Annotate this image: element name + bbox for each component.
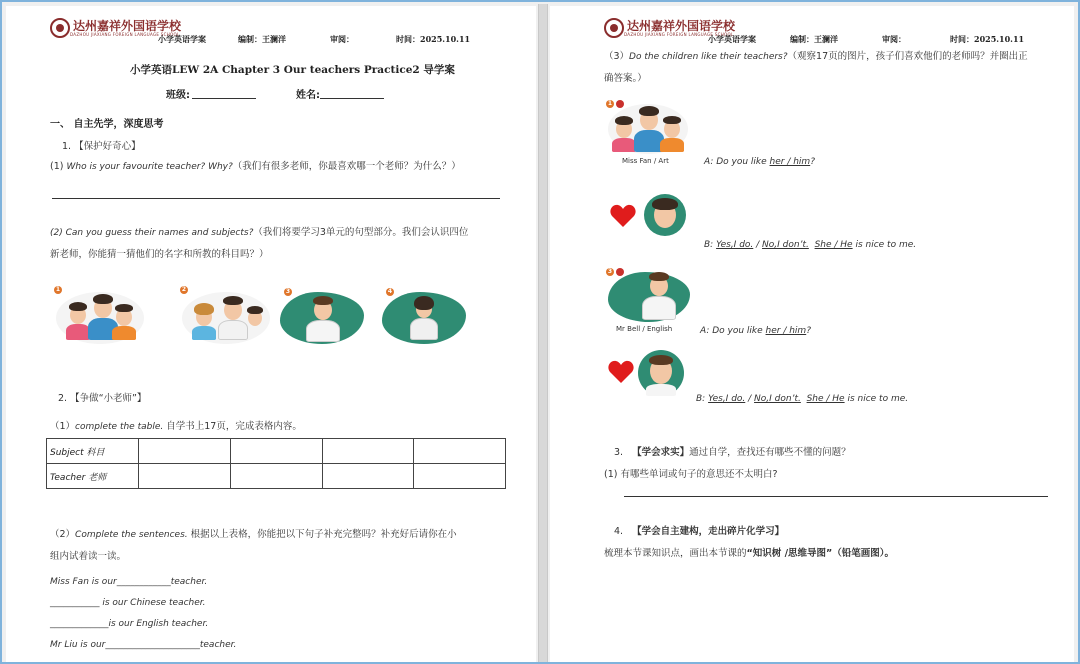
- document-page-left: [6, 6, 536, 662]
- picture-number-badge: 1: [607, 100, 613, 107]
- answer-choice-yes[interactable]: Yes,I do.: [708, 394, 746, 404]
- header-doc-type: 小学英语学案: [708, 34, 756, 44]
- q1-2: [50, 224, 468, 238]
- pronoun-choice[interactable]: her / him: [765, 326, 807, 336]
- choice-separator: /: [745, 394, 755, 404]
- class-blank: [192, 98, 256, 99]
- qa-answer-prefix: B:: [704, 240, 717, 250]
- page-title: 小学英语LEW 2A Chapter 3 Our teachers Practice2 导学案: [130, 64, 455, 76]
- q2-1: [50, 418, 302, 432]
- q2-1-chinese: 自学书上17页，完成表格内容。: [163, 421, 302, 432]
- teacher-portrait-mr-bell: [638, 350, 684, 396]
- picture-number-badge: 1: [55, 286, 61, 293]
- q3-intro-chinese: （观察17页的图片，孩子们喜欢他们的老师吗？并圈出正: [787, 51, 1028, 62]
- sentence-2: ___________ is our Chinese teacher.: [50, 598, 206, 608]
- table-cell[interactable]: [414, 439, 506, 464]
- q2-2: [50, 526, 457, 540]
- qa-answer-1: [704, 240, 916, 250]
- qa-question-1: [704, 157, 815, 167]
- q4-text-bold: “知识树 /思维导图”（铅笔画图）。: [746, 548, 895, 559]
- teacher-picture-2: [178, 286, 274, 346]
- answer-choice-no[interactable]: No,I don’t.: [762, 240, 809, 250]
- qa-question-2: [700, 326, 811, 336]
- table-cell[interactable]: [139, 464, 231, 489]
- q2-1-english: complete the table.: [75, 422, 164, 432]
- sentence-1: Miss Fan is our____________teacher.: [50, 577, 208, 587]
- table-cell[interactable]: [230, 439, 322, 464]
- q1-1-number: (1): [50, 161, 64, 172]
- qa-question-mark: ?: [806, 326, 811, 336]
- pencil-icon: [616, 268, 624, 276]
- q3-intro-number: （3）: [604, 51, 630, 62]
- header-reviewer: 审阅：: [330, 34, 354, 44]
- school-subtitle: DAZHOU JIAXIANG FOREIGN LANGUAGE SCHOOL: [70, 31, 180, 37]
- q2-title: 2. 【争做“小老师”】: [58, 393, 147, 404]
- qa-answer-prefix: B:: [696, 394, 709, 404]
- class-label: 班级:: [166, 90, 190, 101]
- q3-bold: 【学会求实】: [632, 447, 690, 458]
- document-page-right: [550, 6, 1074, 662]
- q4-number: 4.: [614, 526, 624, 537]
- header-author: 编制：王澜洋: [238, 34, 286, 44]
- table-cell[interactable]: [322, 439, 414, 464]
- picture-number-badge: 2: [181, 286, 187, 293]
- pronoun-choice[interactable]: her / him: [769, 157, 811, 167]
- header-date: 时间：2025.10.11: [950, 34, 1025, 44]
- qa-question-mark: ?: [810, 157, 815, 167]
- q1-title: 1. 【保护好奇心】: [62, 141, 141, 152]
- choice-separator: /: [753, 240, 763, 250]
- q4-instruction: [604, 545, 894, 559]
- section-heading: 一、 自主先学，深度思考: [50, 119, 164, 130]
- answer-line: [624, 496, 1048, 497]
- qa-answer-suffix: is nice to me.: [844, 394, 909, 404]
- q2-2-english: Complete the sentences.: [75, 530, 188, 540]
- school-name: 达州嘉祥外国语学校: [73, 18, 182, 33]
- q4-bold: 【学会自主建构，走出碎片化学习】: [632, 526, 785, 537]
- pronoun-choice[interactable]: She / He: [806, 394, 845, 404]
- answer-choice-yes[interactable]: Yes,I do.: [716, 240, 754, 250]
- q3-intro-cont: 确答案。）: [604, 73, 647, 84]
- table-cell[interactable]: [139, 439, 231, 464]
- q2-2-cont: 组内试着读一读。: [50, 551, 127, 562]
- row-header-subject: Subject 科目: [47, 439, 139, 464]
- q3-number: 3.: [614, 447, 624, 458]
- heart-icon: [608, 360, 634, 384]
- q1-1-chinese: （我们有很多老师，你最喜欢哪一个老师？为什么？）: [232, 161, 461, 172]
- table-cell[interactable]: [322, 464, 414, 489]
- q3-heading: [614, 444, 851, 458]
- q4-text: 梳理本节课知识点，画出本节课的: [604, 548, 747, 559]
- q1-2-cont: 新老师，你能猜一猜他们的名字和所教的科目吗？）: [50, 249, 269, 260]
- table-row: [47, 464, 506, 489]
- school-name: 达州嘉祥外国语学校: [627, 18, 736, 33]
- q3-intro: [604, 48, 1028, 62]
- school-subtitle: DAZHOU JIAXIANG FOREIGN LANGUAGE SCHOOL: [624, 31, 734, 37]
- pronoun-choice[interactable]: She / He: [814, 240, 853, 250]
- school-emblem-icon: [50, 18, 70, 38]
- answer-line: [52, 198, 500, 199]
- q1-2-english: (2) Can you guess their names and subjects?: [50, 228, 254, 238]
- caption-miss-fan: Miss Fan / Art: [622, 157, 669, 165]
- name-label: 姓名:: [296, 90, 320, 101]
- pencil-icon: [616, 100, 624, 108]
- sentence-3: _____________is our English teacher.: [50, 619, 209, 629]
- heart-icon: [610, 204, 636, 228]
- teacher-picture-1: [52, 286, 148, 346]
- answer-choice-no[interactable]: No,I don’t.: [754, 394, 801, 404]
- q3-1: (1) 有哪些单词或句子的意思还不太明白?: [604, 469, 778, 480]
- picture-number-badge: 3: [607, 268, 613, 275]
- q2-1-number: （1）: [50, 421, 76, 432]
- table-row: [47, 439, 506, 464]
- qa-answer-suffix: is nice to me.: [852, 240, 917, 250]
- header-reviewer: 审阅：: [882, 34, 906, 44]
- table-cell[interactable]: [230, 464, 322, 489]
- name-blank: [320, 98, 384, 99]
- q1-1: [50, 158, 461, 172]
- qa-question-text: A: Do you like: [700, 326, 766, 336]
- table-cell[interactable]: [414, 464, 506, 489]
- row-header-teacher: Teacher 老师: [47, 464, 139, 489]
- q4-heading: [614, 523, 784, 537]
- q1-2-chinese: （我们将要学习3单元的句型部分。我们会认识四位: [253, 227, 469, 238]
- qa-answer-2: [696, 394, 908, 404]
- picture-miss-fan: [606, 100, 690, 156]
- picture-number-badge: 4: [387, 288, 393, 295]
- q3-text: 通过自学，查找还有哪些不懂的问题？: [689, 447, 851, 458]
- qa-question-text: A: Do you like: [704, 157, 770, 167]
- header-doc-type: 小学英语学案: [158, 34, 206, 44]
- child-portrait-1: [644, 194, 686, 236]
- picture-number-badge: 3: [285, 288, 291, 295]
- q3-intro-english: Do the children like their teachers?: [629, 52, 788, 62]
- q2-2-chinese: 根据以上表格，你能把以下句子补充完整吗？补充好后请你在小: [187, 529, 457, 540]
- page-gutter: [538, 4, 548, 662]
- picture-mr-bell: [606, 266, 692, 324]
- header-date: 时间：2025.10.11: [396, 34, 471, 44]
- subject-teacher-table: [46, 438, 506, 489]
- header-author: 编制：王澜洋: [790, 34, 838, 44]
- sentence-4: Mr Liu is our_____________________teacher.: [50, 640, 237, 650]
- school-emblem-icon: [604, 18, 624, 38]
- q2-2-number: （2）: [50, 529, 76, 540]
- q1-1-english: Who is your favourite teacher? Why?: [66, 162, 233, 172]
- teacher-picture-4: [380, 286, 470, 348]
- teacher-picture-3: [278, 286, 368, 348]
- caption-mr-bell: Mr Bell / English: [616, 325, 673, 333]
